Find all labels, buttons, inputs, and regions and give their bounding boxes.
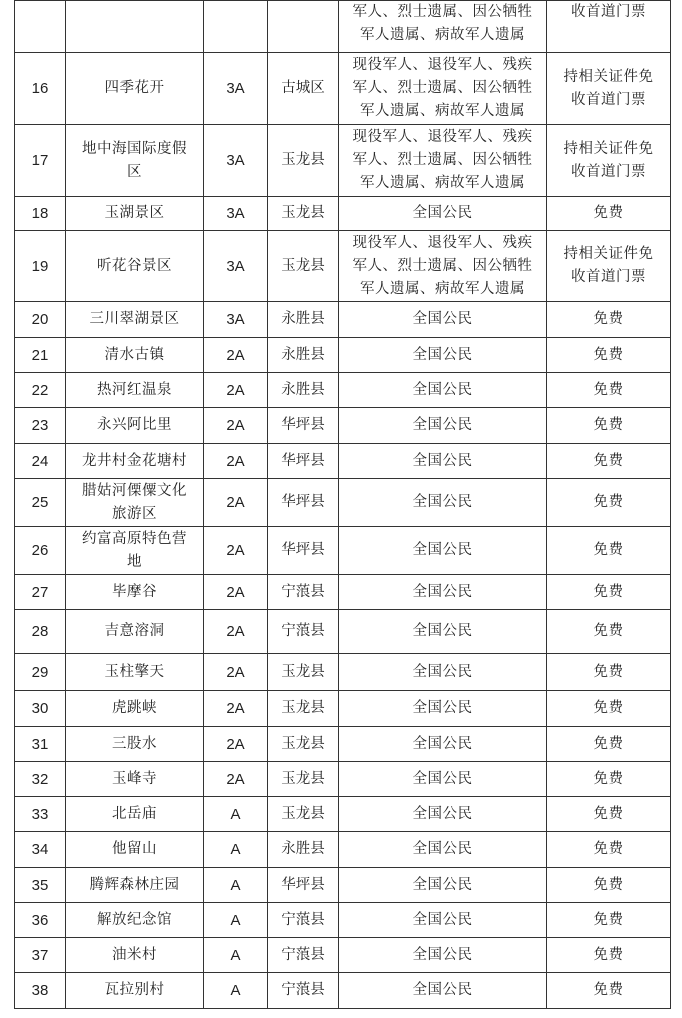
- eligible-group: 全国公民: [339, 691, 547, 727]
- county: 玉龙县: [268, 125, 339, 197]
- spot-name: 玉湖景区: [66, 197, 204, 231]
- county: 宁蒗县: [268, 575, 339, 610]
- ticket-policy: 免费: [547, 408, 671, 444]
- scenic-spot-table: [14, 0, 671, 1009]
- spot-level: A: [204, 832, 268, 868]
- spot-level: 3A: [204, 302, 268, 338]
- spot-level: 2A: [204, 479, 268, 527]
- ticket-policy: 免费: [547, 832, 671, 868]
- eligible-group: 全国公民: [339, 373, 547, 408]
- row-number: 21: [15, 338, 66, 373]
- ticket-policy: 免费: [547, 973, 671, 1009]
- row-number: 36: [15, 903, 66, 938]
- spot-name: 瓦拉别村: [66, 973, 204, 1009]
- spot-level: 2A: [204, 762, 268, 797]
- spot-level: 2A: [204, 575, 268, 610]
- row-number: 35: [15, 868, 66, 903]
- spot-level: 3A: [204, 53, 268, 125]
- ticket-policy: 免费: [547, 868, 671, 903]
- table-row: [15, 527, 671, 575]
- row-number: 27: [15, 575, 66, 610]
- spot-name: 解放纪念馆: [66, 903, 204, 938]
- eligible-group: 全国公民: [339, 832, 547, 868]
- table-row: [15, 1, 671, 53]
- spot-name: 虎跳峡: [66, 691, 204, 727]
- table-row: [15, 762, 671, 797]
- eligible-group: 全国公民: [339, 338, 547, 373]
- row-number: 25: [15, 479, 66, 527]
- spot-level: 2A: [204, 691, 268, 727]
- row-number: 38: [15, 973, 66, 1009]
- spot-level: A: [204, 797, 268, 832]
- ticket-policy: 免费: [547, 197, 671, 231]
- table-row: [15, 727, 671, 762]
- county: 宁蒗县: [268, 903, 339, 938]
- table-row: [15, 797, 671, 832]
- county: 华坪县: [268, 527, 339, 575]
- row-number: 18: [15, 197, 66, 231]
- spot-name: 三股水: [66, 727, 204, 762]
- spot-level: 2A: [204, 444, 268, 479]
- spot-level: 2A: [204, 373, 268, 408]
- row-number: [15, 1, 66, 53]
- county: 玉龙县: [268, 231, 339, 302]
- table-row: [15, 444, 671, 479]
- eligible-group: 全国公民: [339, 408, 547, 444]
- table-row: [15, 338, 671, 373]
- ticket-policy: 免费: [547, 338, 671, 373]
- table-row: [15, 973, 671, 1009]
- row-number: 23: [15, 408, 66, 444]
- spot-name: 玉柱擎天: [66, 654, 204, 691]
- spot-name: 四季花开: [66, 53, 204, 125]
- ticket-policy: 免费: [547, 903, 671, 938]
- row-number: 22: [15, 373, 66, 408]
- spot-name: [66, 1, 204, 53]
- eligible-group: 现役军人、退役军人、残疾 军人、烈士遗属、因公牺牲 军人遗属、病故军人遗属: [339, 125, 547, 197]
- county: 华坪县: [268, 408, 339, 444]
- county: 玉龙县: [268, 797, 339, 832]
- ticket-policy: 免费: [547, 479, 671, 527]
- row-number: 30: [15, 691, 66, 727]
- spot-name: 约富高原特色营 地: [66, 527, 204, 575]
- spot-name: 吉意溶洞: [66, 610, 204, 654]
- eligible-group: 全国公民: [339, 479, 547, 527]
- county: 华坪县: [268, 479, 339, 527]
- ticket-policy: 免费: [547, 527, 671, 575]
- spot-name: 毕摩谷: [66, 575, 204, 610]
- eligible-group: 全国公民: [339, 797, 547, 832]
- ticket-policy: 持相关证件免 收首道门票: [547, 125, 671, 197]
- row-number: 32: [15, 762, 66, 797]
- eligible-group: 全国公民: [339, 654, 547, 691]
- county: 宁蒗县: [268, 938, 339, 973]
- spot-name: 玉峰寺: [66, 762, 204, 797]
- spot-level: A: [204, 868, 268, 903]
- eligible-group: 全国公民: [339, 302, 547, 338]
- spot-level: 3A: [204, 197, 268, 231]
- spot-level: 2A: [204, 654, 268, 691]
- county: 玉龙县: [268, 197, 339, 231]
- row-number: 29: [15, 654, 66, 691]
- county: 玉龙县: [268, 691, 339, 727]
- table-row: [15, 479, 671, 527]
- spot-name: 龙井村金花塘村: [66, 444, 204, 479]
- table-row: [15, 231, 671, 302]
- table-row: [15, 938, 671, 973]
- row-number: 28: [15, 610, 66, 654]
- eligible-group: 全国公民: [339, 727, 547, 762]
- table-row: [15, 197, 671, 231]
- spot-name: 北岳庙: [66, 797, 204, 832]
- spot-name: 听花谷景区: [66, 231, 204, 302]
- county: [268, 1, 339, 53]
- spot-level: [204, 1, 268, 53]
- spot-name: 油米村: [66, 938, 204, 973]
- county: 古城区: [268, 53, 339, 125]
- ticket-policy: 免费: [547, 727, 671, 762]
- row-number: 34: [15, 832, 66, 868]
- spot-name: 三川翠湖景区: [66, 302, 204, 338]
- spot-level: 2A: [204, 338, 268, 373]
- spot-level: 3A: [204, 231, 268, 302]
- row-number: 33: [15, 797, 66, 832]
- table-row: [15, 654, 671, 691]
- spot-level: A: [204, 973, 268, 1009]
- county: 玉龙县: [268, 727, 339, 762]
- ticket-policy: 免费: [547, 444, 671, 479]
- table-row: [15, 868, 671, 903]
- spot-name: 地中海国际度假 区: [66, 125, 204, 197]
- table-row: [15, 832, 671, 868]
- ticket-policy: 持相关证件免 收首道门票: [547, 231, 671, 302]
- eligible-group: 全国公民: [339, 938, 547, 973]
- spot-level: 2A: [204, 408, 268, 444]
- table-row: [15, 691, 671, 727]
- eligible-group: 全国公民: [339, 527, 547, 575]
- county: 永胜县: [268, 373, 339, 408]
- table-row: [15, 53, 671, 125]
- eligible-group: 全国公民: [339, 762, 547, 797]
- spot-name: 永兴阿比里: [66, 408, 204, 444]
- ticket-policy: 收首道门票: [547, 1, 671, 53]
- row-number: 19: [15, 231, 66, 302]
- county: 华坪县: [268, 444, 339, 479]
- ticket-policy: 免费: [547, 575, 671, 610]
- spot-level: 3A: [204, 125, 268, 197]
- county: 永胜县: [268, 302, 339, 338]
- table-row: [15, 408, 671, 444]
- ticket-policy: 免费: [547, 797, 671, 832]
- eligible-group: 现役军人、退役军人、残疾 军人、烈士遗属、因公牺牲 军人遗属、病故军人遗属: [339, 231, 547, 302]
- eligible-group: 全国公民: [339, 903, 547, 938]
- ticket-policy: 持相关证件免 收首道门票: [547, 53, 671, 125]
- spot-name: 清水古镇: [66, 338, 204, 373]
- eligible-group: 现役军人、退役军人、残疾 军人、烈士遗属、因公牺牲 军人遗属、病故军人遗属: [339, 53, 547, 125]
- spot-level: A: [204, 938, 268, 973]
- eligible-group: 全国公民: [339, 575, 547, 610]
- county: 宁蒗县: [268, 610, 339, 654]
- county: 玉龙县: [268, 762, 339, 797]
- county: 华坪县: [268, 868, 339, 903]
- spot-level: 2A: [204, 527, 268, 575]
- spot-name: 腾辉森林庄园: [66, 868, 204, 903]
- row-number: 37: [15, 938, 66, 973]
- county: 永胜县: [268, 832, 339, 868]
- row-number: 31: [15, 727, 66, 762]
- ticket-policy: 免费: [547, 654, 671, 691]
- row-number: 16: [15, 53, 66, 125]
- ticket-policy: 免费: [547, 302, 671, 338]
- table-row: [15, 373, 671, 408]
- ticket-policy: 免费: [547, 610, 671, 654]
- eligible-group: 全国公民: [339, 868, 547, 903]
- eligible-group: 全国公民: [339, 444, 547, 479]
- ticket-policy: 免费: [547, 762, 671, 797]
- table-row: [15, 610, 671, 654]
- spot-name: 他留山: [66, 832, 204, 868]
- county: 永胜县: [268, 338, 339, 373]
- ticket-policy: 免费: [547, 938, 671, 973]
- row-number: 24: [15, 444, 66, 479]
- spot-level: 2A: [204, 610, 268, 654]
- county: 玉龙县: [268, 654, 339, 691]
- spot-name: 腊姑河傈僳文化 旅游区: [66, 479, 204, 527]
- row-number: 17: [15, 125, 66, 197]
- table-row: [15, 575, 671, 610]
- ticket-policy: 免费: [547, 373, 671, 408]
- table-body: [15, 1, 671, 1009]
- eligible-group: 全国公民: [339, 973, 547, 1009]
- table-row: [15, 125, 671, 197]
- ticket-policy: 免费: [547, 691, 671, 727]
- eligible-group: 全国公民: [339, 610, 547, 654]
- row-number: 20: [15, 302, 66, 338]
- eligible-group: 军人、烈士遗属、因公牺牲 军人遗属、病故军人遗属: [339, 1, 547, 53]
- spot-level: 2A: [204, 727, 268, 762]
- eligible-group: 全国公民: [339, 197, 547, 231]
- table-row: [15, 302, 671, 338]
- county: 宁蒗县: [268, 973, 339, 1009]
- row-number: 26: [15, 527, 66, 575]
- spot-level: A: [204, 903, 268, 938]
- table-row: [15, 903, 671, 938]
- spot-name: 热河红温泉: [66, 373, 204, 408]
